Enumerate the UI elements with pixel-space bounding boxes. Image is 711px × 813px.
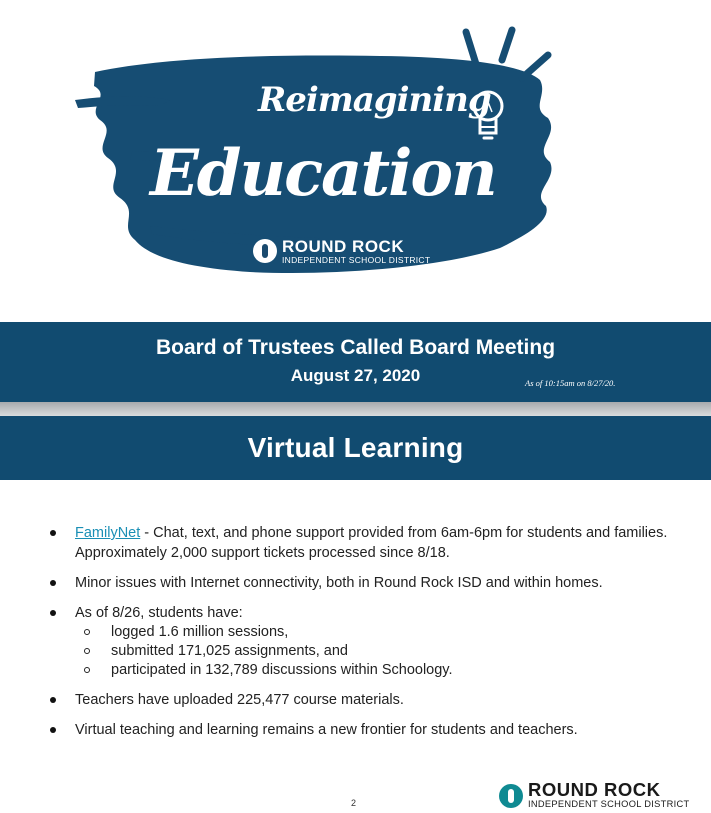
sub-list-item: [75, 642, 680, 661]
list-item: [50, 690, 680, 710]
familynet-link[interactable]: FamilyNet: [75, 525, 141, 541]
list-item: [50, 603, 680, 680]
sub-bullet-icon: [84, 629, 90, 635]
hero-org-name: ROUND ROCK: [282, 236, 405, 256]
list-item: [50, 523, 680, 563]
list-item-text: Minor issues with Internet connectivity, both in Round Rock ISD and within homes.: [75, 575, 603, 591]
district-logo-icon: [499, 784, 523, 808]
section-banner: [0, 416, 711, 480]
sub-list-item-text: submitted 171,025 assignments, and: [111, 643, 348, 659]
sub-list-item-text: participated in 132,789 discussions within Schoology.: [111, 662, 453, 678]
banner-divider: [0, 402, 711, 416]
sub-list-item-text: logged 1.6 million sessions,: [111, 624, 289, 640]
bullet-icon: [50, 580, 56, 586]
meeting-title: Board of Trustees Called Board Meeting: [155, 336, 556, 359]
meeting-banner: [0, 322, 711, 402]
bullet-icon: [50, 727, 56, 733]
list-item-text: Teachers have uploaded 225,477 course materials.: [75, 692, 404, 708]
list-item: [50, 720, 680, 740]
page-number: 2: [351, 798, 357, 808]
hero-district-logo: [253, 236, 430, 266]
sub-list-item: [75, 661, 680, 680]
hero-title-reimagining: Reimagining: [258, 80, 491, 120]
sub-list-item: [75, 623, 680, 642]
bullet-list: [50, 523, 680, 750]
list-item-text: As of 8/26, students have:: [75, 605, 243, 621]
bullet-icon: [50, 530, 56, 536]
section-heading: Virtual Learning: [247, 432, 464, 463]
hero-graphic: [0, 0, 711, 322]
sub-bullet-icon: [84, 648, 90, 654]
footer-org-subtitle: INDEPENDENT SCHOOL DISTRICT: [528, 799, 690, 809]
hero-org-subtitle: INDEPENDENT SCHOOL DISTRICT: [282, 254, 431, 265]
bullet-icon: [50, 697, 56, 703]
meeting-date: August 27, 2020: [290, 366, 421, 385]
list-item-text: - Chat, text, and phone support provided from 6am-6pm for students and families. Approximately 2,000 support tickets processed since 8/18.: [75, 525, 668, 561]
bullet-icon: [50, 610, 56, 616]
sub-bullet-icon: [84, 667, 90, 673]
footer-district-logo: [499, 781, 690, 810]
list-item-text: Virtual teaching and learning remains a new frontier for students and teachers.: [75, 722, 578, 738]
district-logo-icon: [253, 239, 277, 263]
list-item: [50, 573, 680, 593]
footer-org-name: ROUND ROCK: [528, 779, 661, 800]
as-of-timestamp: As of 10:15am on 8/27/20.: [525, 378, 616, 388]
hero-title-education: Education: [150, 136, 496, 211]
